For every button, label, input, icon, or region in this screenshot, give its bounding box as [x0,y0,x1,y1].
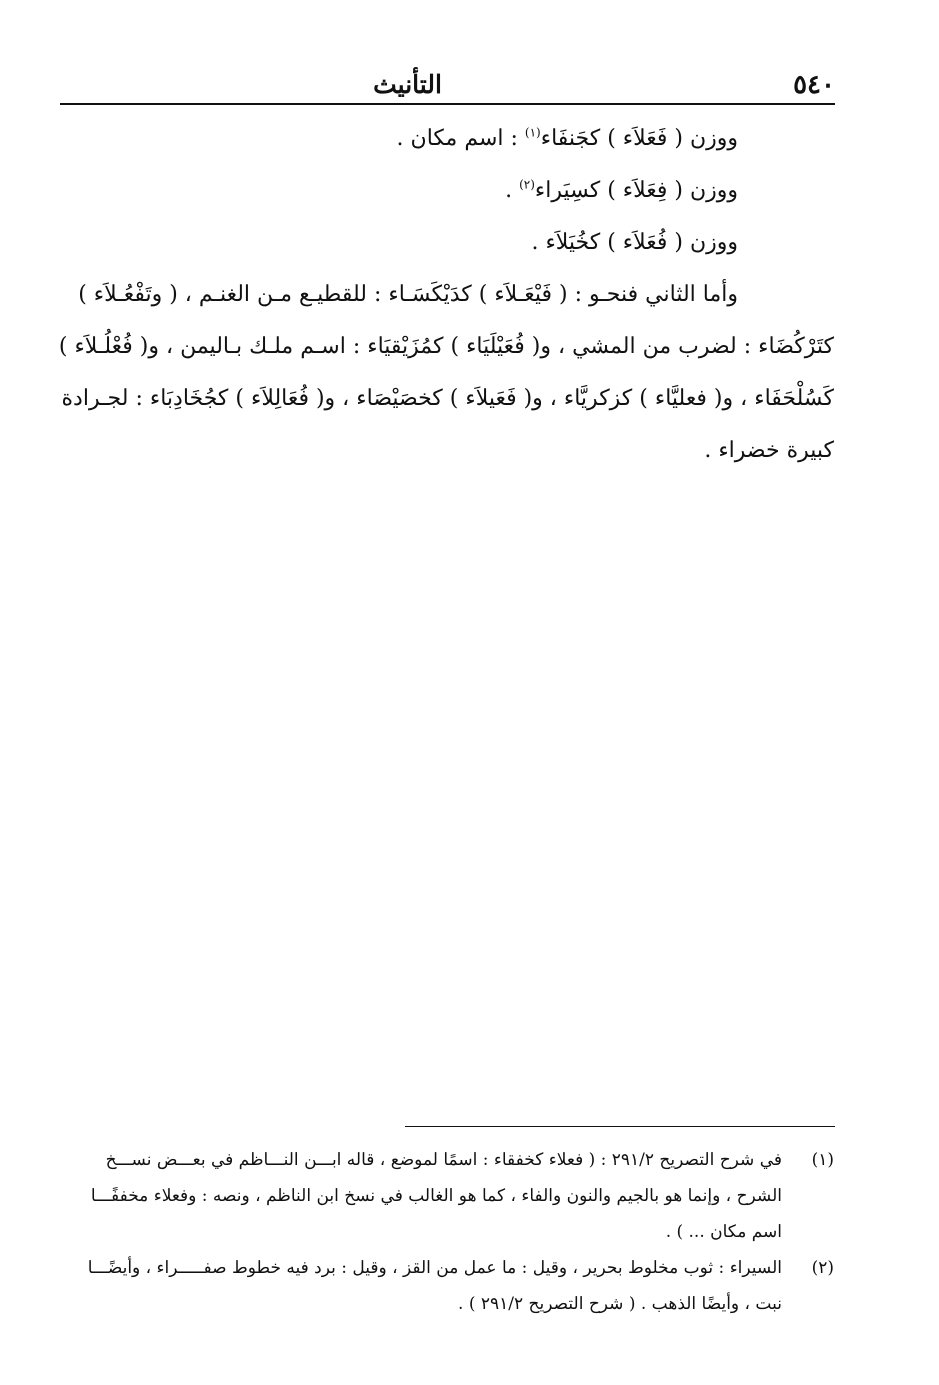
paragraph-line: كتَرْكُضَاء : لضرب من المشي ، و( فُعَيْلَيَاء ) كمُزَيْقيَاء : اسـم ملـك بـاليمن ، و( فُعْلُـلاَء ) [58,334,834,359]
footnotes [58,1142,834,1322]
footnote-reference: (١) [524,125,541,140]
running-title: التأنيث [373,70,442,99]
footnote-text [58,1250,782,1322]
text-line [58,165,834,217]
main-text [58,113,834,477]
footnote-line: الشرح ، وإنما هو بالجيم والنون والفاء ، كما هو الغالب في نسخ ابن الناظم ، ونصه : وفعلاء مخففًـــا [90,1186,782,1206]
paragraph-line: وأما الثاني فنحـو : ( فَيْعَـلاَء ) كدَيْكَسَـاء : للقطيـع مـن الغنـم ، ( وتَفْعُـلاَء ) [78,282,738,307]
page-number: ٥٤٠ [793,70,835,100]
footnote-line: السيراء : ثوب مخلوط بحرير ، وقيل : ما عمل من القز ، وقيل : برد فيه خطوط صفـــــراء ، وأيضًـــا [87,1258,782,1278]
footnote-reference: (٢) [519,177,535,192]
footnote-line: نبت ، وأيضًا الذهب . ( شرح التصريح ٢٩١/٢ ) . [458,1294,782,1314]
footnote-line: اسم مكان ... ) . [665,1222,782,1242]
text-line-main: ووزن ( فِعَلاَء ) كسِيَراء [534,178,738,203]
footnote [58,1142,834,1250]
footnote-line: في شرح التصريح ٢٩١/٢ : ( فعلاء كخفقاء : اسمًا لموضع ، قاله ابـــن النـــاظم في بعـــض نســـخ [105,1150,782,1170]
footnote-text [58,1142,782,1250]
text-line-rest: : اسم مكان . [396,126,525,151]
text-line-rest: . [505,178,520,203]
footnote-separator [405,1126,835,1127]
page-header [60,66,835,104]
footnote-number: (٢) [811,1258,834,1278]
paragraph-line: كَسُلْحَفَاء ، و( فعليَّاء ) كزكريَّاء ، و( فَعَيلاَء ) كخصَيْصَاء ، و( فُعَالِلاَء ) كجُخَادِبَاء : لجـرادة [61,386,834,411]
text-line-main: ووزن ( فَعَلاَء ) كجَنفَاء [540,126,738,151]
text-line [58,113,834,165]
text-line [58,217,834,269]
text-line-main: ووزن ( فُعَلاَء ) كخُيَلاَء . [531,230,738,255]
footnote [58,1250,834,1322]
paragraph-line: كبيرة خضراء . [704,438,834,463]
header-rule [60,103,835,105]
footnote-number: (١) [811,1150,834,1170]
